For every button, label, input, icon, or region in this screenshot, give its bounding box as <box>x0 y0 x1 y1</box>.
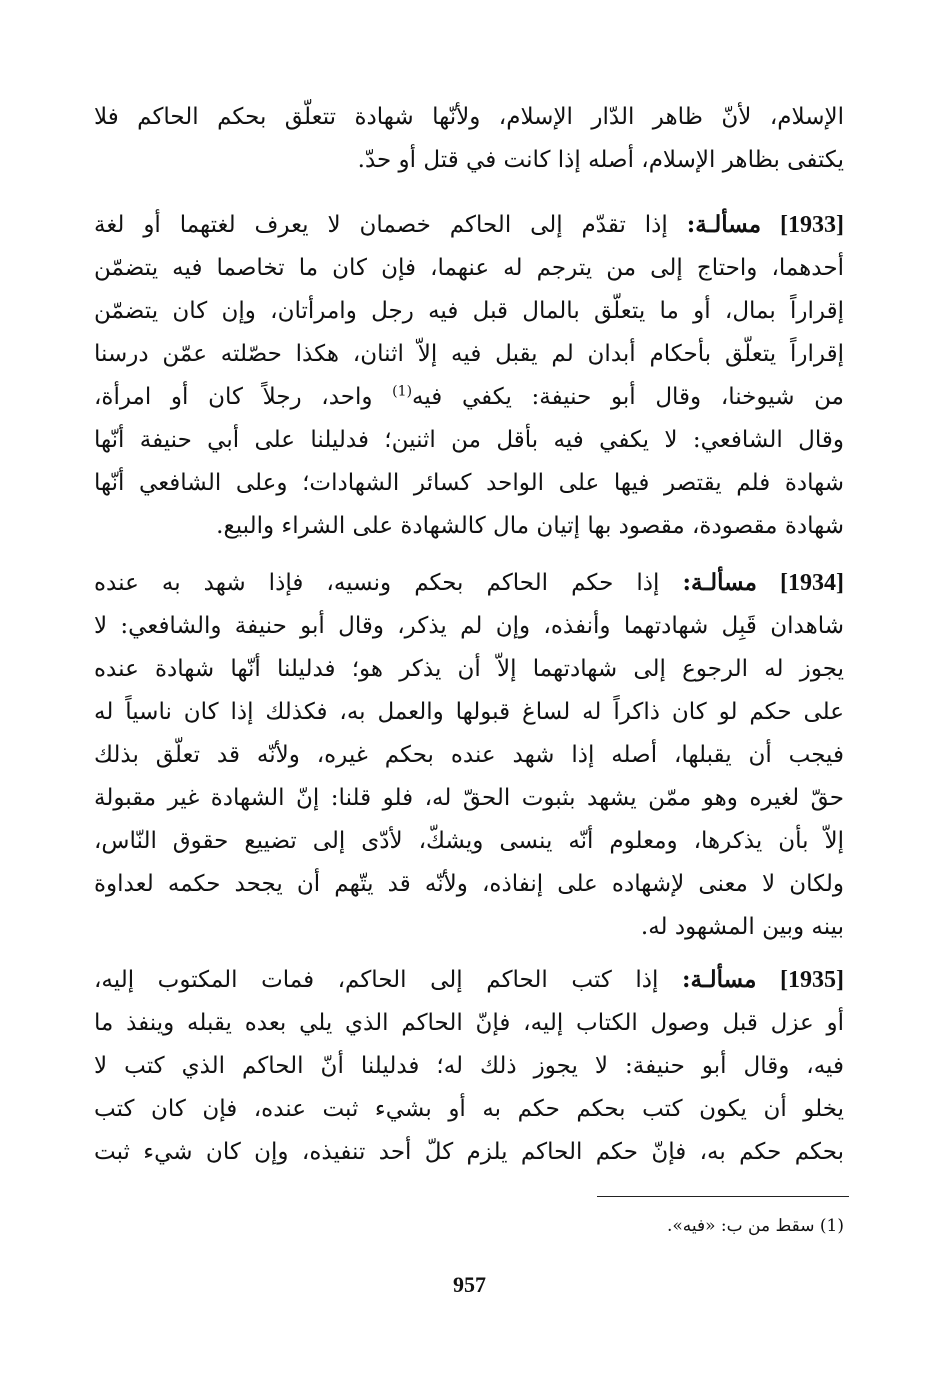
section-label: مسألـة: <box>682 569 757 596</box>
text-line: شهادة مقصودة، مقصود بها إتيان مال كالشهادة على الشراء والبيع. <box>216 513 844 539</box>
section-first-line: إذا كتب الحاكم إلى الحاكم، فمات المكتوب إليه، <box>94 967 659 993</box>
section-heading-1933 <box>94 210 844 240</box>
text-segment: واحد، رجلاً كان أو امرأة، <box>94 384 393 410</box>
text-line: إقراراً بمال، أو ما يتعلّق بالمال قبل فيه رجل وامرأتان، وإن كان يتضمّن <box>94 298 844 324</box>
section-first-line: إذا تقدّم إلى الحاكم خصمان لا يعرف لغتهما أو لغة <box>94 212 668 238</box>
text-segment: من شيوخنا، وقال أبو حنيفة: يكفي فيه <box>412 384 844 410</box>
footnote: (1) سقط من ب: «فيه». <box>666 1216 844 1236</box>
text-line: إقراراً يتعلّق بأحكام أبدان لم يقبل فيه إلاّ اثنان، هكذا حصّلته عمّن درسنا <box>94 341 844 367</box>
text-line: يجوز له الرجوع إلى شهادتهما إلاّ أن يذكر هو؛ فدليلنا أنّها شهادة عنده <box>94 656 844 682</box>
footnote-marker[interactable]: (1) <box>392 383 413 400</box>
text-line: وقال الشافعي: لا يكفي فيه بأقل من اثنين؛ فدليلنا على أبي حنيفة أنّها <box>94 427 844 453</box>
section-first-line: إذا حكم الحاكم بحكم ونسيه، فإذا شهد به عنده <box>94 570 660 596</box>
section-number: [1935] <box>780 967 845 993</box>
text-line-with-footnote <box>94 382 844 412</box>
text-line: أحدهما، واحتاج إلى من يترجم له عنهما، فإن كان ما تخاصما فيه يتضمّن <box>94 255 844 281</box>
footnote-divider <box>597 1196 849 1197</box>
section-number: [1934] <box>780 570 845 596</box>
text-line: شهادة فلم يقتصر فيها على الواحد كسائر الشهادات؛ وعلى الشافعي أنّها <box>94 470 844 496</box>
text-line: أو عزل قبل وصول الكتاب إليه، فإنّ الحاكم الذي يلي بعده يقبله وينفذ ما <box>94 1010 844 1036</box>
section-label: مسألـة: <box>682 966 757 993</box>
page-number: 957 <box>453 1272 486 1297</box>
text-line: يخلو أن يكون كتب بحكم حكم به أو بشيء ثبت عنده، فإن كان كتب <box>94 1096 844 1122</box>
text-line: حقّ لغيره وهو ممّن يشهد بثبوت الحقّ له، فلو قلنا: إنّ الشهادة غير مقبولة <box>94 785 844 811</box>
text-line: إلاّ بأن يذكرها، ومعلوم أنّه ينسى ويشكّ، لأدّى إلى تضييع حقوق النّاس، <box>94 828 844 854</box>
section-label: مسألـة: <box>686 211 762 238</box>
text-line: شاهدان قَبِل شهادتهما وأنفذه، وإن لم يذكر، وقال أبو حنيفة والشافعي: لا <box>94 613 844 639</box>
section-heading-1934 <box>94 568 844 598</box>
text-line: الإسلام، لأنّ ظاهر الدّار الإسلام، ولأنّها شهادة تتعلّق بحكم الحاكم فلا <box>94 104 844 130</box>
text-line: على حكم لو كان ذاكراً له لساغ قبولها والعمل به، فكذلك إذا كان ناسياً له <box>94 699 844 725</box>
text-line: بحكم حكم به، فإنّ حكم الحاكم يلزم كلّ أحد تنفيذه، وإن كان شيء ثبت <box>94 1139 844 1165</box>
section-number: [1933] <box>780 212 845 238</box>
text-line: ولكان لا معنى لإشهاده على إنفاذه، ولأنّه قد يتّهم أن يجحد حكمه لعداوة <box>94 871 844 897</box>
section-heading-1935 <box>94 965 844 995</box>
text-line: فيه، وقال أبو حنيفة: لا يجوز ذلك له؛ فدليلنا أنّ الحاكم الذي كتب لا <box>94 1053 844 1079</box>
text-line: بينه وبين المشهود له. <box>640 914 844 940</box>
text-line: يكتفى بظاهر الإسلام، أصله إذا كانت في قتل أو حدّ. <box>357 147 844 173</box>
text-line: فيجب أن يقبلها، أصله إذا شهد عنده بحكم غيره، ولأنّه قد تعلّق بذلك <box>94 742 844 768</box>
